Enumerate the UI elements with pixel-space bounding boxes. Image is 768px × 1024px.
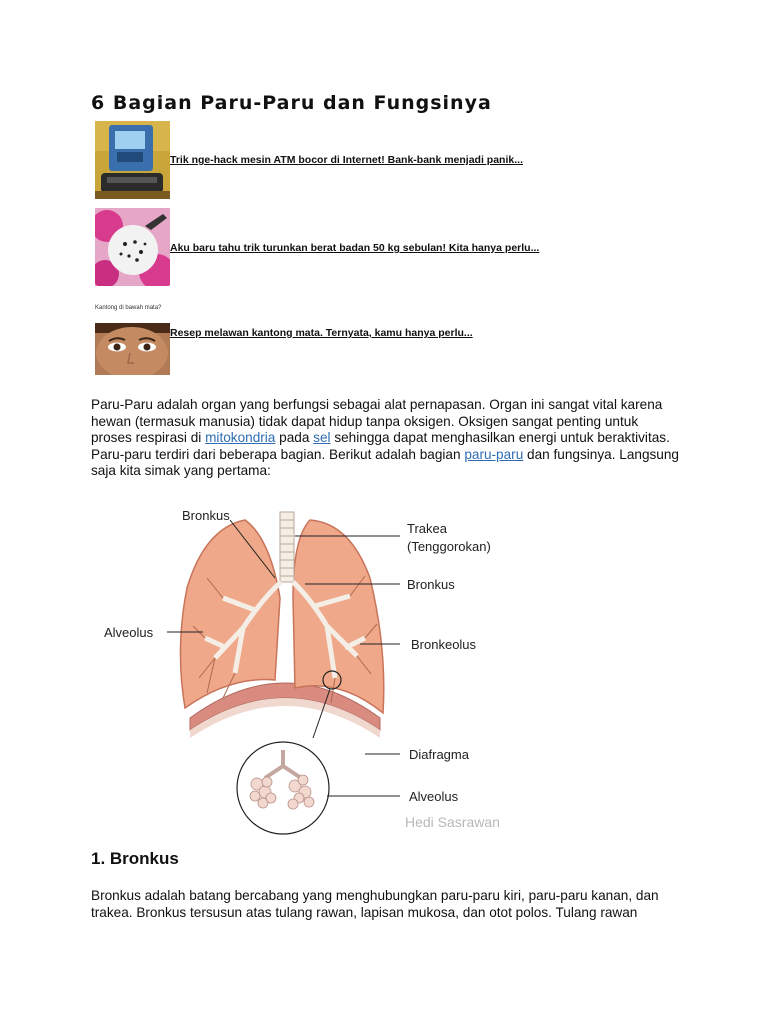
intro-paragraph: Paru-Paru adalah organ yang berfungsi sebagai alat pernapasan. Organ ini sangat vital karena hewan (termasuk manusia) tidak dapat hidup tanpa oksigen. Oksigen sangat penting untuk proses respirasi di mitokondria pada sel sehingga dapat menghasilkan energi untuk beraktivitas. Paru-paru terdiri dari beberapa bagian. Berikut adalah bagian paru-paru dan fungsinya. Langsung saja kita simak yang pertama: (91, 397, 679, 479)
lung-diagram (95, 498, 525, 838)
ad-link[interactable]: Aku baru tahu trik turunkan berat badan 50 kg sebulan! Kita hanya perlu... (170, 242, 540, 254)
section-paragraph: Bronkus adalah batang bercabang yang menghubungkan paru-paru kiri, paru-paru kanan, dan trakea. Bronkus tersusun atas tulang rawan, lapisan mukosa, dan otot polos. Tulang rawan (91, 888, 659, 920)
atm-machine-icon[interactable] (95, 121, 170, 199)
ad-link[interactable]: Trik nge-hack mesin ATM bocor di Internet! Bank-bank menjadi panik... (170, 154, 523, 166)
label-bronkus-right: Bronkus (407, 577, 455, 592)
label-tenggorokan: (Tenggorokan) (407, 539, 491, 554)
face-eyes-icon[interactable] (95, 323, 170, 375)
link-sel[interactable]: sel (313, 430, 331, 446)
section-heading: 1. Bronkus (91, 849, 179, 868)
label-diafragma: Diafragma (409, 747, 469, 762)
link-mitokondria[interactable]: mitokondria (205, 430, 276, 446)
label-trakea: Trakea (407, 521, 447, 536)
ad-item[interactable] (95, 121, 595, 199)
fruit-flower-icon[interactable] (95, 208, 170, 286)
label-alveolus-bottom: Alveolus (409, 789, 459, 804)
ad-item[interactable] (95, 305, 595, 375)
label-bronkeolus: Bronkeolus (411, 637, 477, 652)
link-paru-paru[interactable]: paru-paru (464, 446, 524, 462)
image-credit: Hedi Sasrawan (405, 814, 500, 830)
page-title: 6 Bagian Paru-Paru dan Fungsinya (91, 92, 492, 114)
ad-item[interactable] (95, 208, 595, 286)
label-alveolus-left: Alveolus (104, 625, 154, 640)
thumb-caption: Kantong di bawah mata? (95, 305, 162, 311)
ad-link[interactable]: Resep melawan kantong mata. Ternyata, kamu hanya perlu... (170, 327, 473, 339)
label-bronkus-top: Bronkus (182, 508, 230, 523)
